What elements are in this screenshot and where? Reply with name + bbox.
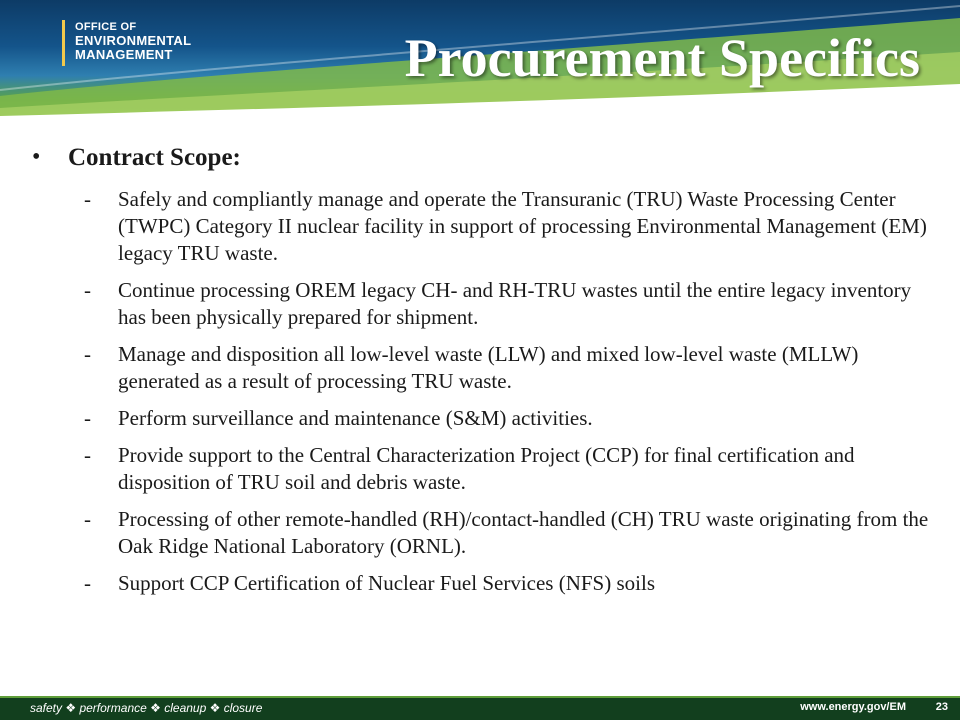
- scope-item-text: Perform surveillance and maintenance (S&M) activities.: [118, 406, 593, 430]
- logo-line-management: MANAGEMENT: [75, 47, 173, 62]
- scope-item: [32, 186, 932, 267]
- slide-content: [32, 142, 932, 607]
- footer-url-link[interactable]: www.energy.gov/EM: [800, 701, 906, 713]
- dash-icon: -: [84, 406, 91, 430]
- dash-icon: -: [84, 278, 91, 302]
- dash-icon: -: [84, 571, 91, 595]
- slide-title: Procurement Specifics: [404, 28, 920, 88]
- contract-scope-heading: Contract Scope:: [68, 144, 241, 171]
- scope-list: [32, 186, 932, 597]
- dash-icon: -: [84, 507, 91, 531]
- logo-line-environmental: ENVIRONMENTAL: [75, 33, 192, 48]
- dash-icon: -: [84, 342, 91, 366]
- scope-item: [32, 341, 932, 395]
- scope-item: [32, 506, 932, 560]
- logo-line-office: OFFICE OF: [75, 21, 137, 33]
- em-logo: [62, 20, 191, 66]
- scope-item: [32, 570, 932, 597]
- scope-item-text: Provide support to the Central Characterization Project (CCP) for final certification and disposition of TRU soil and debris waste.: [118, 443, 855, 494]
- scope-item: [32, 405, 932, 432]
- footer-tagline: safety ❖ performance ❖ cleanup ❖ closure: [30, 701, 263, 715]
- scope-item-text: Manage and disposition all low-level waste (LLW) and mixed low-level waste (MLLW) generated as a result of processing TRU waste.: [118, 342, 859, 393]
- scope-item-text: Support CCP Certification of Nuclear Fuel Services (NFS) soils: [118, 571, 655, 595]
- page-number: 23: [935, 701, 948, 713]
- bullet-dot-icon: •: [32, 144, 41, 170]
- scope-item-text: Continue processing OREM legacy CH- and RH-TRU wastes until the entire legacy inventory has been physically prepared for shipment.: [118, 278, 912, 329]
- header-banner: [0, 0, 960, 122]
- main-bullet: [32, 142, 932, 180]
- footer-bar: [0, 696, 960, 720]
- scope-item: [32, 277, 932, 331]
- dash-icon: -: [84, 187, 91, 211]
- dash-icon: -: [84, 443, 91, 467]
- scope-item: [32, 442, 932, 496]
- scope-item-text: Processing of other remote-handled (RH)/contact-handled (CH) TRU waste originating from the Oak Ridge National Laboratory (ORNL).: [118, 507, 929, 558]
- scope-item-text: Safely and compliantly manage and operate the Transuranic (TRU) Waste Processing Center (TWPC) Category II nuclear facility in support of processing Environmental Management (EM) legacy TRU waste.: [118, 187, 927, 265]
